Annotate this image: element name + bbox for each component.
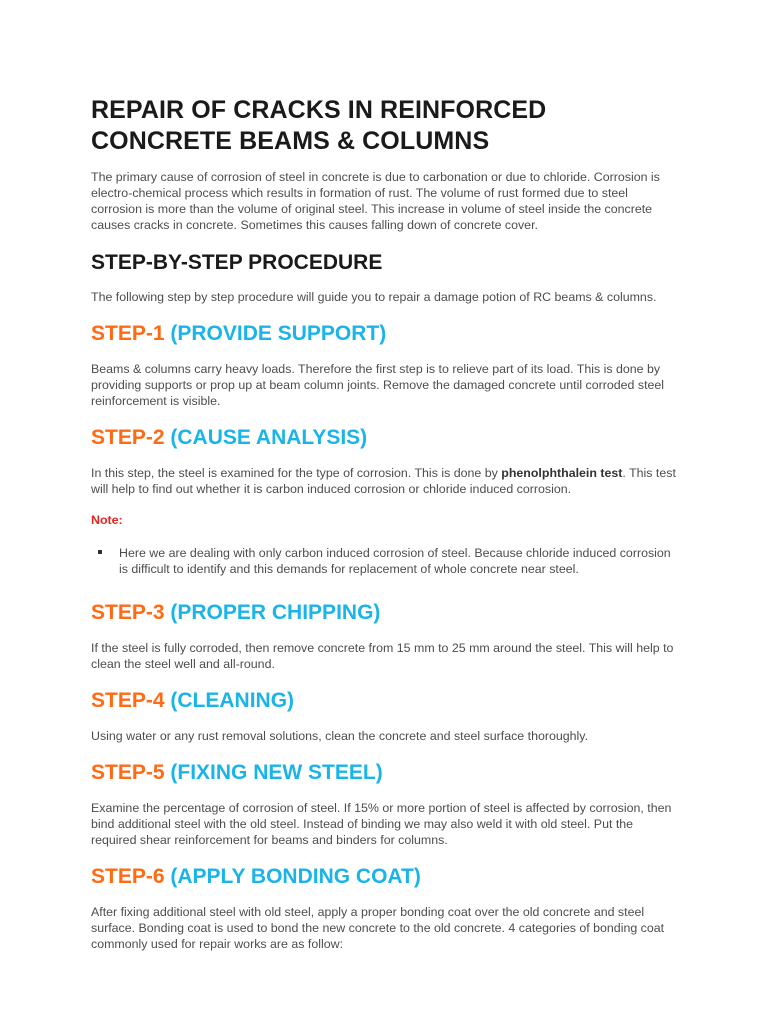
note-label: Note:	[91, 513, 123, 527]
step-4-title: (CLEANING)	[170, 689, 295, 712]
step-2-text-before: In this step, the steel is examined for the type of corrosion. This is done by	[91, 466, 502, 480]
step-2-text	[91, 465, 678, 497]
step-2-title: (CAUSE ANALYSIS)	[170, 426, 368, 449]
note-bullet-text: Here we are dealing with only carbon induced corrosion of steel. Because chloride induced corrosion is difficult to identify and this demands for replacement of whole concrete near steel.	[119, 546, 671, 576]
step-1-heading	[91, 322, 678, 346]
step-2-text-after: . This test will help to find out whether it is carbon induced corrosion or chloride induced corrosion.	[91, 466, 676, 496]
intro-paragraph: The primary cause of corrosion of steel in concrete is due to carbonation or due to chloride. Corrosion is electro-chemical process which results in formation of rust. The volume of rust formed due to steel corrosion is more than the volume of original steel. This increase in volume of steel inside the concrete causes cracks in concrete. Sometimes this causes falling down of concrete cover.	[91, 170, 660, 232]
step-6-heading	[91, 865, 678, 889]
page-title-line-2: CONCRETE BEAMS & COLUMNS	[91, 127, 490, 155]
step-3-text: If the steel is fully corroded, then remove concrete from 15 mm to 25 mm around the steel. This will help to clean the steel well and all-round.	[91, 641, 674, 671]
step-5-number: STEP-5	[91, 761, 165, 784]
phenolphthalein-term: phenolphthalein test	[501, 466, 623, 480]
step-4-text: Using water or any rust removal solutions, clean the concrete and steel surface thoroughly.	[91, 729, 589, 743]
step-1-number: STEP-1	[91, 322, 165, 345]
step-5-title: (FIXING NEW STEEL)	[170, 761, 383, 784]
step-3-title: (PROPER CHIPPING)	[170, 601, 381, 624]
step-1-text: Beams & columns carry heavy loads. Therefore the first step is to relieve part of its load. This is done by providing supports or prop up at beam column joints. Remove the damaged concrete until corroded steel reinforcement is visible.	[91, 362, 665, 408]
step-4-heading	[91, 689, 678, 713]
step-3-heading	[91, 601, 678, 625]
procedure-heading: STEP-BY-STEP PROCEDURE	[91, 251, 383, 274]
step-2-number: STEP-2	[91, 426, 165, 449]
step-5-text: Examine the percentage of corrosion of steel. If 15% or more portion of steel is affected by corrosion, then bind additional steel with the old steel. Instead of binding we may also weld it with old steel. Put the required shear reinforcement for beams and binders for columns.	[91, 801, 672, 847]
page-title-line-1: REPAIR OF CRACKS IN REINFORCED	[91, 96, 547, 124]
list-item	[119, 545, 678, 577]
step-1-title: (PROVIDE SUPPORT)	[170, 322, 387, 345]
step-6-text: After fixing additional steel with old steel, apply a proper bonding coat over the old concrete and steel surface. Bonding coat is used to bond the new concrete to the old concrete. 4 categories of bonding coat commonly used for repair works are as follow:	[91, 905, 665, 951]
step-6-number: STEP-6	[91, 865, 165, 888]
step-5-heading	[91, 761, 678, 785]
step-4-number: STEP-4	[91, 689, 165, 712]
page-title	[91, 95, 678, 157]
square-bullet-icon	[98, 550, 102, 554]
note-list	[91, 545, 678, 577]
step-2-heading	[91, 426, 678, 450]
step-6-title: (APPLY BONDING COAT)	[170, 865, 421, 888]
step-3-number: STEP-3	[91, 601, 165, 624]
procedure-paragraph: The following step by step procedure will guide you to repair a damage potion of RC beams & columns.	[91, 290, 657, 304]
